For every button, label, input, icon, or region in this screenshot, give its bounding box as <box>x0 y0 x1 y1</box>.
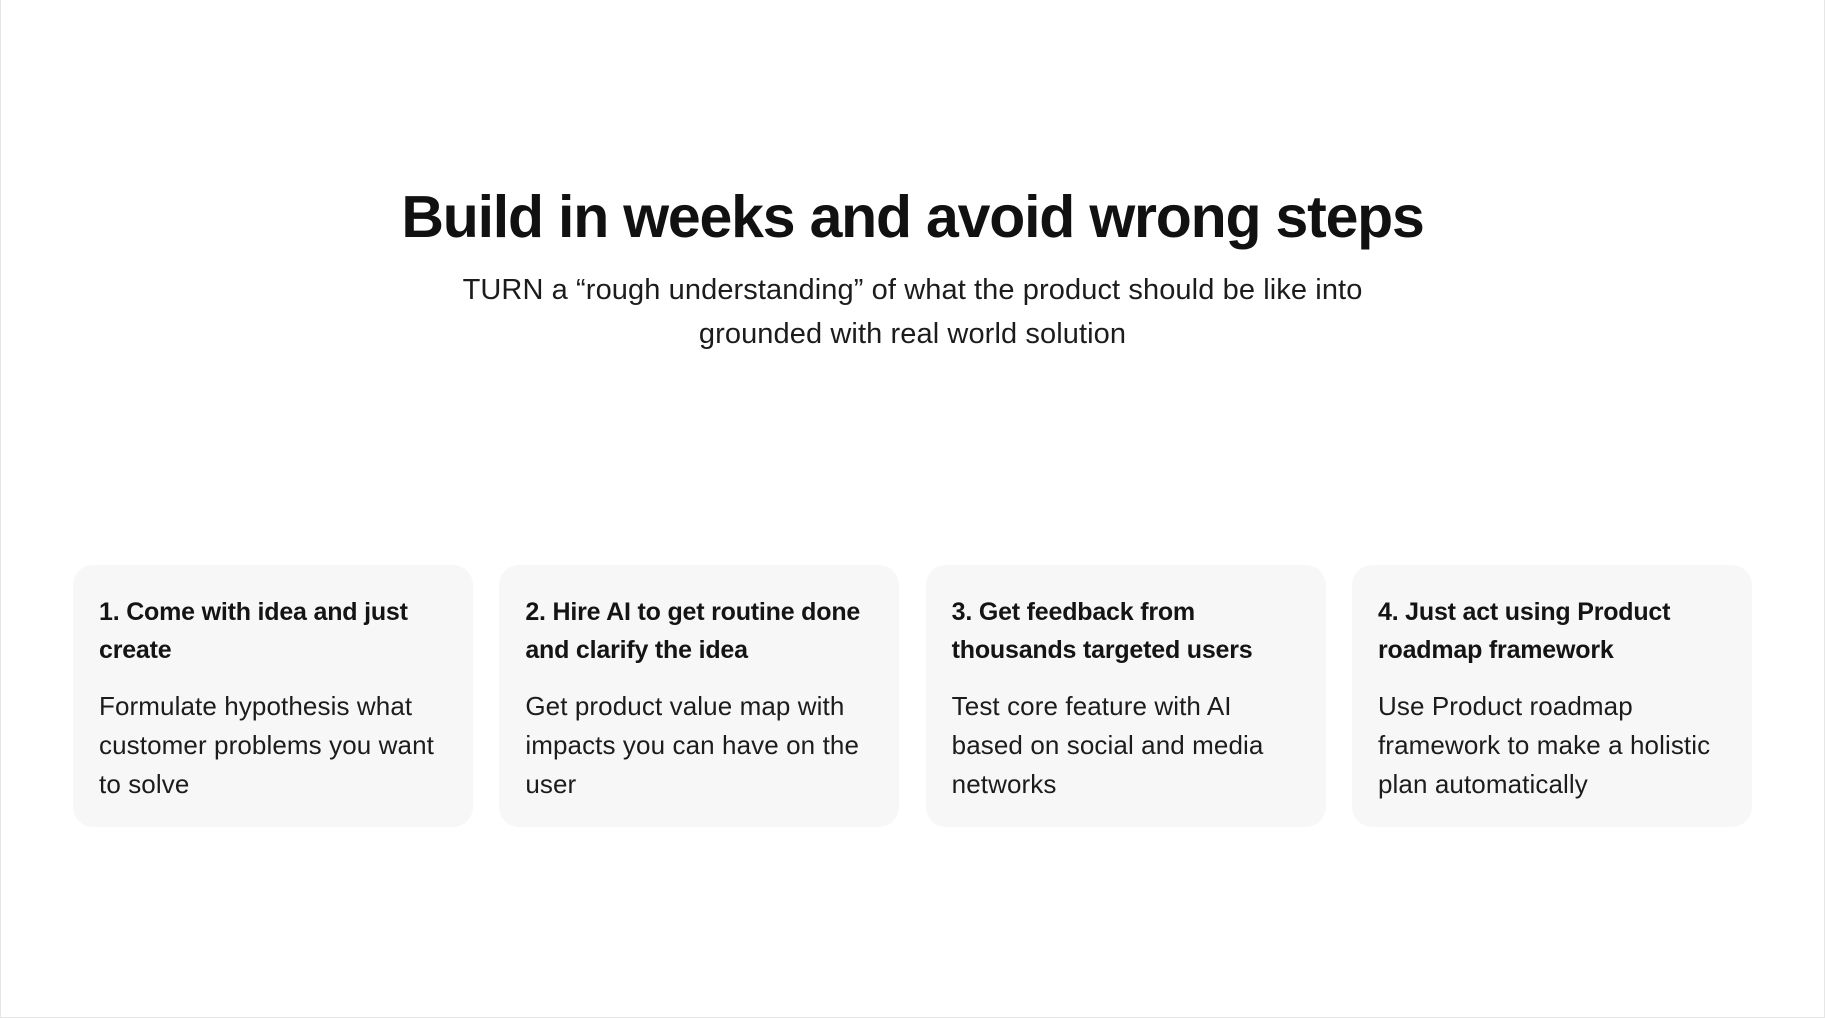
step-card-3 <box>926 565 1326 827</box>
step-description: Test core feature with AI based on social and media networks <box>951 691 1264 799</box>
step-title: 2. Hire AI to get routine done and clarify the idea <box>525 598 861 664</box>
page-subtitle: TURN a “rough understanding” of what the product should be like into grounded with real world solution <box>462 274 1363 350</box>
step-description: Get product value map with impacts you can have on the user <box>525 691 860 799</box>
page-title: Build in weeks and avoid wrong steps <box>401 184 1424 250</box>
step-title: 3. Get feedback from thousands targeted users <box>951 598 1253 664</box>
step-card-1 <box>73 565 473 827</box>
hero-section <box>1 180 1824 356</box>
steps-list <box>73 565 1752 827</box>
step-title: 4. Just act using Product roadmap framework <box>1377 598 1671 664</box>
step-description: Use Product roadmap framework to make a holistic plan automatically <box>1377 691 1711 799</box>
step-card-2 <box>499 565 899 827</box>
step-title: 1. Come with idea and just create <box>99 598 408 664</box>
step-description: Formulate hypothesis what customer problems you want to solve <box>99 691 434 799</box>
step-card-4 <box>1352 565 1752 827</box>
